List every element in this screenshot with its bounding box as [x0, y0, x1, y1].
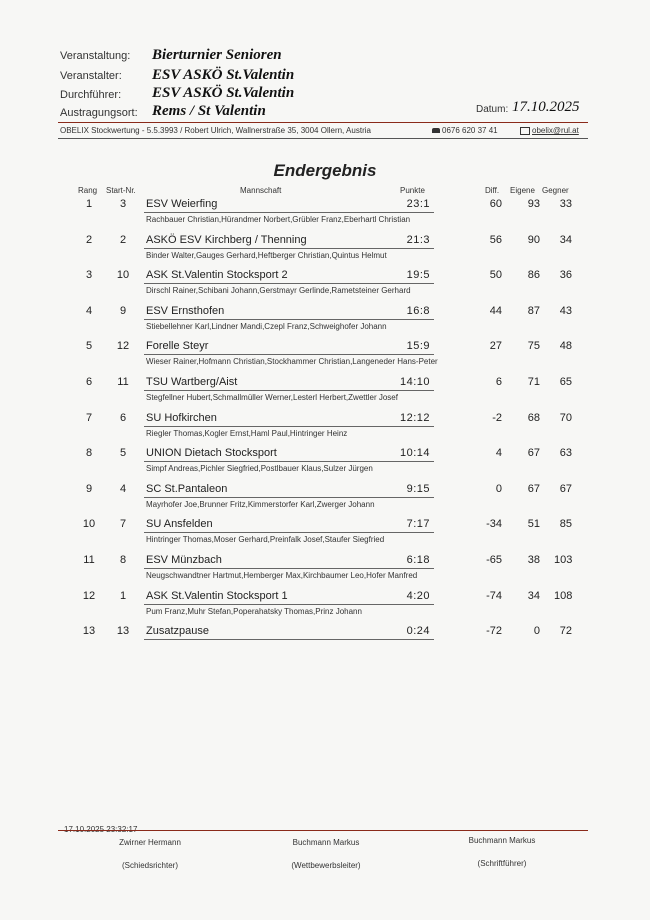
header-rule: [58, 122, 588, 123]
row-underline: [144, 212, 434, 213]
table-row: [0, 234, 650, 270]
diff-cell: 44: [489, 304, 502, 317]
rank-cell: 10: [82, 518, 96, 531]
organizer-label: Veranstalter:: [60, 70, 122, 82]
player-names: Simpf Andreas,Pichler Siegfried,Postlbauer Klaus,Sulzer Jürgen: [146, 464, 373, 474]
header-team: Mannschaft: [240, 186, 282, 195]
player-names: Binder Walter,Gauges Gerhard,Heftberger Christian,Quintus Helmut: [146, 250, 387, 260]
row-underline: [144, 532, 434, 533]
diff-cell: -72: [486, 625, 502, 638]
start-number-cell: 13: [116, 625, 130, 638]
table-row: [0, 554, 650, 590]
footer-rule: [58, 830, 588, 831]
diff-cell: -74: [486, 589, 502, 602]
header-own: Eigene: [510, 186, 535, 195]
own-cell: 86: [527, 269, 540, 282]
header-rank: Rang: [78, 186, 98, 195]
event-label: Veranstaltung:: [60, 50, 131, 62]
player-names: Pum Franz,Muhr Stefan,Poperahatsky Thomas,Prinz Johann: [146, 606, 362, 616]
team-name-cell: ASK St.Valentin Stocksport 2: [146, 269, 288, 282]
venue-value: Rems / St Valentin: [152, 103, 266, 119]
start-number-cell: 12: [116, 340, 130, 353]
row-underline: [144, 568, 434, 569]
email-address: obelix@rul.at: [532, 126, 579, 135]
team-name-cell: ESV Münzbach: [146, 554, 222, 566]
own-cell: 93: [527, 198, 540, 210]
mail-icon: [520, 127, 530, 135]
rank-cell: 8: [85, 447, 93, 460]
points-cell: 12:12: [399, 411, 430, 424]
team-name-cell: Zusatzpause: [146, 625, 209, 638]
start-number-cell: 2: [119, 233, 127, 246]
organizer-value: ESV ASKÖ St.Valentin: [152, 67, 295, 83]
points-cell: 16:8: [406, 304, 430, 317]
phone-contact: [432, 126, 498, 135]
opponent-cell: 72: [559, 625, 572, 638]
points-cell: 10:14: [399, 447, 430, 460]
row-underline: [144, 354, 434, 355]
team-name-cell: ASKÖ ESV Kirchberg / Thenning: [146, 233, 307, 246]
software-line: OBELIX Stockwertung - 5.5.3993 / Robert Ulrich, Wallnerstraße 35, 3004 Ollern, Austria: [60, 126, 371, 135]
start-number-cell: 6: [119, 411, 127, 424]
opponent-cell: 70: [559, 411, 572, 424]
start-number-cell: 3: [119, 198, 127, 210]
executor-value: ESV ASKÖ St.Valentin: [152, 85, 295, 101]
event-value: Bierturnier Senioren: [152, 47, 282, 63]
own-cell: 68: [527, 411, 540, 424]
own-cell: 34: [527, 589, 540, 602]
rank-cell: 2: [85, 233, 93, 246]
player-names: Dirschl Rainer,Schibani Johann,Gerstmayr Gerlinde,Rametsteiner Gerhard: [146, 286, 411, 296]
player-names: Stegfellner Hubert,Schmallmüller Werner,Lesterl Herbert,Zwettler Josef: [146, 393, 398, 402]
table-row: [0, 376, 650, 412]
opponent-cell: 34: [559, 233, 572, 246]
own-cell: 0: [533, 625, 540, 638]
team-name-cell: ESV Ernsthofen: [146, 304, 225, 317]
rank-cell: 1: [85, 198, 93, 210]
signature-name-referee: Zwirner Hermann: [119, 838, 181, 847]
header-diff: Diff.: [485, 186, 500, 195]
player-names: Riegler Thomas,Kogler Ernst,Haml Paul,Hintringer Heinz: [146, 428, 348, 438]
own-cell: 38: [527, 554, 540, 566]
team-name-cell: ASK St.Valentin Stocksport 1: [146, 589, 288, 602]
rank-cell: 11: [83, 554, 95, 566]
diff-cell: 56: [489, 233, 502, 246]
date-value: 17.10.2025: [512, 99, 580, 115]
points-cell: 4:20: [406, 589, 430, 602]
date-label: Datum:: [476, 104, 509, 115]
diff-cell: -65: [486, 554, 502, 566]
diff-cell: 50: [489, 269, 502, 282]
player-names: Neugschwandtner Hartmut,Hemberger Max,Kirchbaumer Leo,Hofer Manfred: [146, 571, 418, 580]
points-cell: 9:15: [406, 482, 430, 495]
points-cell: 0:24: [406, 625, 430, 638]
rank-cell: 9: [85, 482, 93, 495]
phone-number: 0676 620 37 41: [442, 126, 498, 135]
signature-role-secretary: (Schriftführer): [477, 859, 527, 868]
opponent-cell: 65: [559, 376, 572, 388]
own-cell: 71: [527, 376, 540, 388]
phone-icon: [432, 128, 440, 133]
header-opponent: Gegner: [542, 186, 569, 195]
opponent-cell: 36: [559, 269, 572, 282]
table-row: [0, 518, 650, 554]
rank-cell: 7: [85, 411, 93, 424]
opponent-cell: 103: [554, 554, 573, 566]
venue-label: Austragungsort:: [60, 107, 138, 119]
table-row: [0, 447, 650, 483]
rank-cell: 6: [85, 376, 93, 388]
signature-role-referee: (Schiedsrichter): [121, 861, 178, 870]
points-cell: 19:5: [406, 269, 430, 282]
rank-cell: 3: [85, 269, 93, 282]
points-cell: 6:18: [406, 554, 430, 566]
team-name-cell: SU Ansfelden: [146, 518, 213, 531]
team-name-cell: UNION Dietach Stocksport: [146, 447, 277, 460]
opponent-cell: 43: [559, 304, 572, 317]
start-number-cell: 5: [119, 447, 127, 460]
opponent-cell: 63: [559, 447, 572, 460]
row-underline: [144, 319, 434, 320]
start-number-cell: 9: [119, 304, 127, 317]
start-number-cell: 8: [119, 554, 127, 566]
row-underline: [144, 604, 434, 605]
start-number-cell: 11: [117, 376, 129, 388]
row-underline: [144, 426, 434, 427]
start-number-cell: 4: [119, 482, 127, 495]
own-cell: 67: [527, 447, 540, 460]
start-number-cell: 7: [119, 518, 127, 531]
start-number-cell: 1: [119, 589, 127, 602]
row-underline: [144, 390, 434, 391]
rank-cell: 12: [82, 589, 96, 602]
player-names: Hintringer Thomas,Moser Gerhard,Preinfalk Josef,Staufer Siegfried: [146, 535, 385, 545]
own-cell: 51: [527, 518, 540, 531]
diff-cell: 4: [495, 447, 502, 460]
rank-cell: 13: [82, 625, 96, 638]
rank-cell: 4: [85, 304, 93, 317]
team-name-cell: SU Hofkirchen: [146, 411, 217, 424]
diff-cell: 6: [495, 376, 502, 388]
table-row: [0, 483, 650, 519]
row-underline: [144, 248, 434, 249]
own-cell: 90: [527, 233, 540, 246]
opponent-cell: 48: [559, 340, 572, 353]
points-cell: 7:17: [406, 518, 430, 531]
diff-cell: 27: [489, 340, 502, 353]
header-points: Punkte: [400, 186, 425, 195]
row-underline: [144, 497, 434, 498]
table-row: [0, 590, 650, 626]
team-name-cell: Forelle Steyr: [146, 340, 209, 353]
row-underline: [144, 639, 434, 640]
table-row: [0, 305, 650, 341]
subheader-rule: [58, 138, 588, 139]
signature-name-competition-leader: Buchmann Markus: [292, 838, 360, 847]
player-names: Rachbauer Christian,Hürandmer Norbert,Grübler Franz,Eberhartl Christian: [146, 215, 411, 224]
team-name-cell: ESV Weierfing: [146, 198, 218, 210]
table-row: [0, 625, 650, 661]
signature-role-competition-leader: (Wettbewerbsleiter): [291, 861, 361, 870]
opponent-cell: 67: [559, 482, 572, 495]
diff-cell: -34: [486, 518, 502, 531]
team-name-cell: SC St.Pantaleon: [146, 482, 228, 495]
executor-label: Durchführer:: [60, 89, 122, 101]
own-cell: 87: [527, 304, 540, 317]
own-cell: 67: [527, 482, 540, 495]
diff-cell: 60: [489, 198, 502, 210]
player-names: Wieser Rainer,Hofmann Christian,Stockhammer Christian,Langeneder Hans-Peter: [146, 357, 438, 367]
points-cell: 23:1: [406, 198, 430, 210]
player-names: Stiebellehner Karl,Lindner Mandi,Czepl Franz,Schweighofer Johann: [146, 321, 387, 331]
rank-cell: 5: [85, 340, 93, 353]
signature-name-secretary: Buchmann Markus: [468, 836, 536, 845]
diff-cell: 0: [495, 482, 502, 495]
row-underline: [144, 461, 434, 462]
table-row: [0, 340, 650, 376]
opponent-cell: 33: [559, 198, 572, 210]
points-cell: 14:10: [399, 376, 430, 388]
own-cell: 75: [527, 340, 540, 353]
player-names: Mayrhofer Joe,Brunner Fritz,Kimmerstorfer Karl,Zwerger Johann: [146, 499, 375, 509]
email-contact: [520, 126, 579, 135]
diff-cell: -2: [492, 411, 502, 424]
start-number-cell: 10: [116, 269, 130, 282]
points-cell: 21:3: [406, 233, 430, 246]
points-cell: 15:9: [406, 340, 430, 353]
table-row: [0, 198, 650, 234]
opponent-cell: 85: [559, 518, 572, 531]
table-row: [0, 412, 650, 448]
team-name-cell: TSU Wartberg/Aist: [146, 376, 238, 388]
header-start: Start-Nr.: [106, 186, 136, 195]
table-row: [0, 269, 650, 305]
page-title: Endergebnis: [273, 161, 377, 180]
row-underline: [144, 283, 434, 284]
opponent-cell: 108: [554, 589, 573, 602]
